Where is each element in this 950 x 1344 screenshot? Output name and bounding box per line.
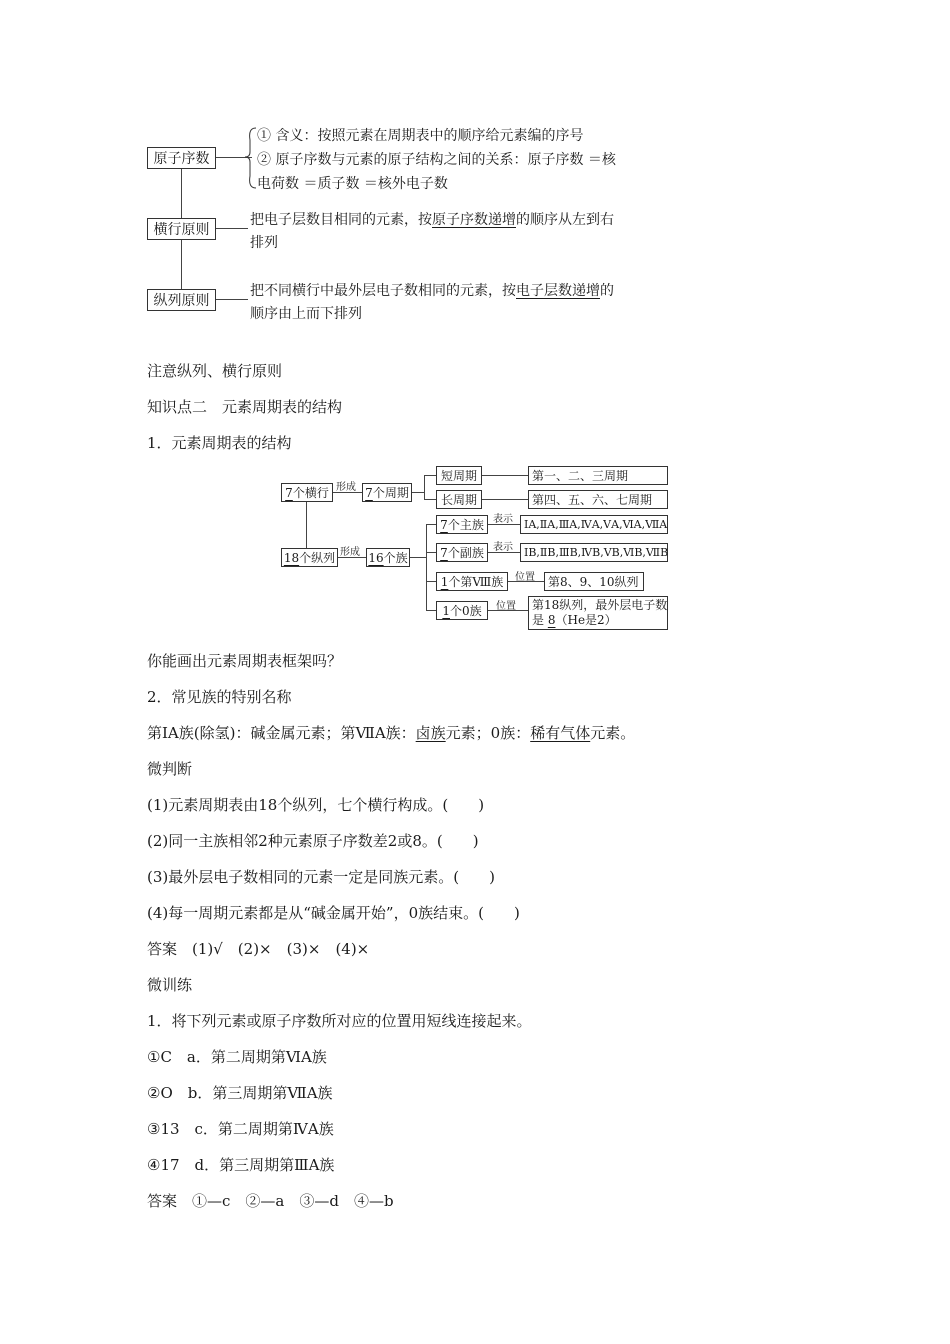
box-7-periods: 7 个周期 — [362, 483, 412, 502]
micro-judge-heading: 微判断 — [147, 760, 193, 778]
connector-h2 — [216, 228, 248, 229]
judge-item-4: (4)每一周期元素都是从“碱金属开始”，0族结束。( ) — [147, 904, 520, 922]
definition-text: ① 含义：按照元素在周期表中的顺序给元素编的序号 — [257, 128, 584, 144]
box-group-viii: 1 个第Ⅷ族 — [436, 572, 508, 591]
box-viii-desc: 第8、9、10纵列 — [544, 572, 644, 591]
box-main-desc: ⅠA,ⅡA,ⅢA,ⅣA,ⅤA,ⅥA,ⅦA — [520, 515, 668, 534]
box-main-groups: 7 个主族 — [436, 515, 488, 534]
connector-vertical — [181, 240, 182, 289]
box-long-desc: 第四、五、六、七周期 — [528, 490, 668, 509]
pair-item-2: ②O b．第三周期第ⅦA族 — [147, 1084, 333, 1102]
label-main-repr: 表示 — [493, 514, 513, 525]
box-sub-desc: ⅠB,ⅡB,ⅢB,ⅣB,ⅤB,ⅥB,ⅦB — [520, 543, 668, 562]
branch-periods-h — [412, 492, 424, 493]
branch-sub — [426, 552, 436, 553]
box-row-principle: 横行原则 — [147, 218, 216, 240]
branch-main — [426, 524, 436, 525]
subsection-special-names: 2．常见族的特别名称 — [147, 688, 292, 706]
label-sub-repr: 表示 — [493, 542, 513, 553]
arrow-short — [482, 475, 528, 476]
branch-long — [424, 499, 436, 500]
column-principle-line2: 顺序由上而下排列 — [250, 306, 362, 322]
answer-pairs: 答案 ①—c ②—a ③—d ④—b — [147, 1192, 394, 1210]
box-sub-groups: 7 个副族 — [436, 543, 488, 562]
box-short-desc: 第一、二、三周期 — [528, 466, 668, 485]
pair-item-1: ①C a．第二周期第ⅥA族 — [147, 1048, 327, 1066]
pair-item-4: ④17 d．第三周期第ⅢA族 — [147, 1156, 335, 1174]
judge-item-3: (3)最外层电子数相同的元素一定是同族元素。( ) — [147, 868, 495, 886]
train-task: 1．将下列元素或原子序数所对应的位置用短线连接起来。 — [147, 1012, 532, 1030]
special-names-line: 第ⅠA族(除氢)：碱金属元素；第ⅦA族：卤族元素；0族：稀有气体元素。 — [147, 724, 636, 742]
box-7-rows: 7 个横行 — [281, 483, 333, 502]
relation-text-1: ② 原子序数与元素的原子结构之间的关系：原子序数 ＝核 — [257, 152, 616, 168]
box-18-columns: 18 个纵列 — [281, 548, 338, 567]
micro-train-heading: 微训练 — [147, 976, 193, 994]
connector-h3 — [216, 299, 248, 300]
arrow-long — [482, 499, 528, 500]
subsection-structure: 1．元素周期表的结构 — [147, 434, 292, 452]
box-short-period: 短周期 — [436, 466, 482, 485]
box-long-period: 长周期 — [436, 490, 482, 509]
question-text: 你能画出元素周期表框架吗？ — [147, 652, 343, 670]
pair-item-3: ③13 c．第二周期第ⅣA族 — [147, 1120, 334, 1138]
judge-item-2: (2)同一主族相邻2种元素原子序数差2或8。( ) — [147, 832, 479, 850]
note-text: 注意纵列、横行原则 — [147, 362, 283, 380]
label-viii-pos: 位置 — [515, 572, 535, 583]
box-zero-desc: 第18纵列，最外层电子数 是 8（He是2） — [528, 596, 668, 630]
box-16-groups: 16 个族 — [366, 548, 410, 567]
branch-zero — [426, 610, 436, 611]
box-group-zero: 1 个0族 — [436, 601, 488, 620]
branch-periods-v — [424, 475, 425, 499]
answer-judge: 答案 (1)√ (2)× (3)× (4)× — [147, 940, 370, 958]
label-zero-pos: 位置 — [496, 601, 516, 612]
connector-rows-columns — [306, 502, 307, 548]
branch-groups-h — [410, 557, 426, 558]
brace-icon — [244, 126, 258, 190]
relation-text-2: 电荷数 ＝质子数 ＝核外电子数 — [257, 176, 448, 192]
column-principle-line1: 把不同横行中最外层电子数相同的元素，按电子层数递增的 — [250, 283, 614, 299]
branch-short — [424, 475, 436, 476]
branch-viii — [426, 581, 436, 582]
box-atomic-number: 原子序数 — [147, 147, 216, 169]
connector-vertical — [181, 169, 182, 218]
section-title: 知识点二 元素周期表的结构 — [147, 398, 343, 416]
row-principle-line2: 排列 — [250, 235, 278, 251]
judge-item-1: (1)元素周期表由18个纵列，七个横行构成。( ) — [147, 796, 485, 814]
label-forms-2: 形成 — [340, 547, 360, 558]
label-forms-1: 形成 — [336, 482, 356, 493]
row-principle-line1: 把电子层数目相同的元素，按原子序数递增的顺序从左到右 — [250, 212, 614, 228]
box-column-principle: 纵列原则 — [147, 289, 216, 311]
branch-groups-v — [426, 524, 427, 610]
